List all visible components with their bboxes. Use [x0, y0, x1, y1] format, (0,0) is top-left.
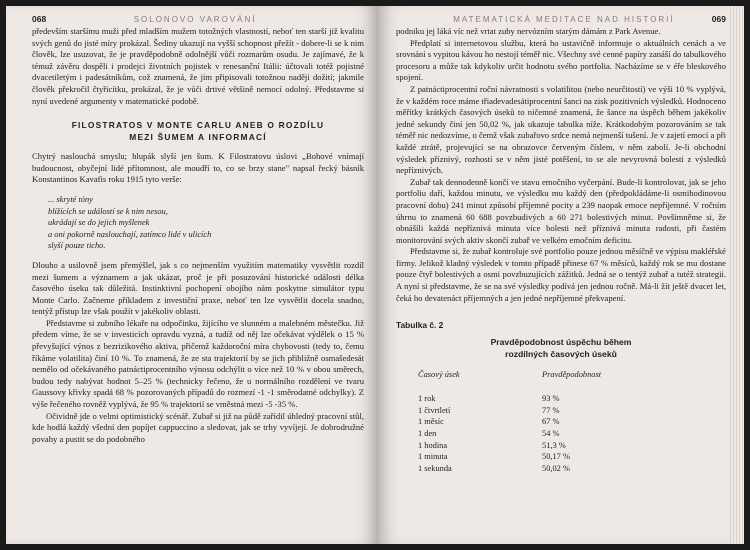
table-row [418, 405, 662, 417]
left-page [6, 6, 378, 544]
cell-probability: 67 % [542, 417, 560, 427]
cell-period: 1 rok [418, 394, 436, 404]
paragraph: Z patnáctiprocentní roční návratnosti s volatilitou (nebo neurčitostí) ve výši 10 % vyplývá, že v každém roce máme třiadevadesátiprocentní šanci na zisk pozitivních výsledků. Hodnoceno měřítky krátkých časových úseků to ničemné znamená, že šance na úspěch během jakékoliv jedné sekundy činí jen 50,02 %, jak ukazuje tabulka níže. Krátkodobým pozorováním se tak téměř nic nedozvíme, o čemž však zubařovo srdce nemá nejmenší tušení. Je v zajetí emocí a při každé ztrátě, projevující se na obrazovce červeným číslem, v něm zabolí. Je-li obchodní výsledek příznivý, rozhostí se v něm jisté potěšení, to se ale nevyrovná bolesti z výsledků nepříznivých. [396, 83, 726, 176]
table-row [418, 428, 662, 440]
cell-probability: 51,3 % [542, 440, 566, 450]
paragraph: Představme si zubního lékaře na odpočinku, žijícího ve slunném a malebném městečku. Již předem víme, že se v investicích opravdu vyzná, a tudíž od něj lze očekávat výdělek o 15 % převyšující výnos z bezrizikového aktiva, přičemž každoroční míra chybovosti (tedy to, čemu říkáme volatilita) činí 10 %. To znamená, že ze sta trajektorií by se jich přibližně osmašedesát nemělo od očekávaného patnáctiprocentního výnosu odchýlit o více než 10 % v obou směrech, budou tedy nabývat hodnot 5–25 % (technicky řečeno, že u normálního rozdělení ve tvaru Gaussovy křivky spadá 68 % pozorovaných případů do rozmezí -1 -1 směrodatné odchylky). Z výše řečeného rovněž vyplývá, že 95 % trajektorií se vměstná mezi -5 -35 %. [32, 317, 364, 410]
table-title-line1: Pravděpodobnost úspěchu během [490, 337, 632, 348]
cell-period: 1 čtvrtletí [418, 405, 451, 415]
section-heading [32, 119, 364, 143]
table-header-row [418, 370, 662, 393]
verse-quote [48, 194, 364, 252]
verse-line: slyší pouze ticho. [48, 241, 106, 251]
verse-line: ukrádají se do jejich myšlenek [48, 218, 150, 228]
cell-period: 1 měsíc [418, 417, 444, 427]
left-running-title: SOLONOVO VAROVÁNÍ [133, 14, 257, 24]
table-label: Tabulka č. 2 [396, 320, 444, 331]
paragraph: Představme si, že zubař kontroluje své portfolio pouze jednou měsíčně ve výpisu makléřské firmy. Jelikož kladný výsledek v tomto případě přinese 67 % měsíců, každý rok se mu dostane pouze čtyř bolestivých a osmi povzbuzujících zážitků. Jedná se o tentýž zubař a tutéž strategii. A nyní si představme, že se na své výsledky podívá jen jednou ročně. Má-li žít ještě dvacet let, čeká ho devatenáct příjemných a jen jedné nepříjemné překvapení. [396, 246, 726, 303]
paragraph: podniku jej láká víc než vrtat zuby nervózním starým dámám z Park Avenue. [396, 26, 661, 36]
cell-period: 1 minuta [418, 452, 448, 462]
section-heading-line1: FILOSTRATOS V MONTE CARLU ANEB O ROZDÍLU [71, 120, 325, 131]
col-header-period: Časový úsek [418, 370, 460, 380]
cell-period: 1 hodina [418, 440, 448, 450]
right-running-header [396, 12, 726, 26]
left-top-text [32, 26, 364, 107]
book-spread [6, 6, 744, 544]
page-edge-stack [730, 6, 744, 544]
left-bottom-text [32, 260, 364, 446]
intro-paragraph: Chytrý naslouchá smyslu; hlupák slyší jen šum. K Filostratovu úslovi „Bohové vnímají budoucnost, obyčejní lidé přítomnost, ale moudří to, co se brzy stane" napsal řecký básník Konstantinos Kavafis roku 1915 tyto verše: [32, 151, 364, 185]
cell-period: 1 den [418, 429, 437, 439]
table-row [418, 440, 662, 452]
col-header-probability: Pravděpodobnost [542, 370, 602, 380]
right-body-text [396, 26, 726, 304]
right-running-title: MATEMATICKÁ MEDITACE NAD HISTORIÍ [453, 14, 675, 24]
cell-probability: 93 % [542, 394, 560, 404]
paragraph: Zubař tak dennodenně končí ve stavu emočního vyčerpání. Bude-li kontrolovat, jak se jeho portfoliu daří, každou minutu, ve výsledku mu každý den (předpokládáme-li osmihodinovou pracovní dobu) 241 minut způsobí příjemné pocity a 239 naopak emoce nepříjemné. V ročním úhrnu to znamená 60 688 povzbudivých a 60 271 bolestivých minut. Povšimněme si, že obnášíli každá nepříznivá minuta více bolesti než příznivá minuta radosti, při častém monitorování svých aktiv skončí zubař ve velkém emočním deficitu. [396, 176, 726, 245]
paragraph: Předplatí si internetovou službu, která ho ustavičně informuje o aktuálních cenách a ve srovnání s vypitou kávou ho nestojí téměř nic. Všechny své cenné papíry zanáší do tabulkového procesoru a může tak kdykoliv určit hodnotu svého portfolia. Nacházíme se v éře bleskového spojení. [396, 37, 726, 83]
cell-probability: 50,02 % [542, 463, 570, 473]
paragraph: především staršímu muži před mladším mužem totožných vlastností, neboť ten starší již kvalitu svých genů do jisté míry prokázal. Šediny ukazují na vyšší schopnost přežít - dobere-li se k nim člověk, lze usuzovat, že je pravděpodobně odolnější vůči rozmarům osudu. Je zajímavé, že k témuž závěru dospěli i prodejci životních pojistek v renesanční Itálii: účtovali totéž pojistné dvacetiletým i padesátníkům, což znamená, že jim připisovali totožnou naději dožití; jakmile člověk překročil čtyřicítku, prokázal, že je vůči drtivé většině nemocí odolný. Představme si nyní uvedené argumenty v matematické podobě. [32, 26, 364, 106]
section-heading-line2: MEZI ŠUMEM A INFORMACÍ [129, 132, 267, 143]
cell-period: 1 sekunda [418, 463, 452, 473]
table-row [418, 451, 662, 463]
table-row [418, 393, 662, 405]
cell-probability: 54 % [542, 429, 560, 439]
cell-probability: 50,17 % [542, 452, 570, 462]
verse-line: blížících se událostí se k nim nesou, [48, 206, 168, 216]
table-row [418, 463, 662, 475]
left-page-number: 068 [32, 14, 47, 24]
verse-line: ... skryté tóny [48, 194, 93, 204]
table-row [418, 416, 662, 428]
right-page-number: 069 [711, 14, 726, 24]
verse-line: a oni pokorně naslouchají, zatímco lidé v ulicích [48, 229, 212, 239]
left-running-header [32, 12, 364, 26]
right-page [378, 6, 744, 544]
paragraph: Očividně jde o velmi optimistický scénář. Zubař si již na půdě zařídil úhledný pracovní stůl, kde hodlá každý všední den popíjet cappuccino a sledovat, jak se trhy vyvíjejí. Je dobrodružné povahy a pustit se do podobného [32, 410, 364, 444]
table-title [396, 336, 726, 360]
probability-table [418, 370, 662, 474]
paragraph: Dlouho a usilovně jsem přemýšlel, jak s co nejmenším využitím matematiky vysvětlit rozdíl mezi šumem a významem a jak ukázat, proč je při posuzování historické události délka časového úseku tak důležitá. Instinktivní pochopení obojího nám poskytne simulátor typu Monte Carlo. Začneme příkladem z investiční praxe, neboť ten lze vysvětlit docela snadno, tentýž přístup lze však použít v jakékoliv oblasti. [32, 259, 364, 317]
cell-probability: 77 % [542, 405, 560, 415]
table-body [418, 393, 662, 474]
table-title-line2: rozdílných časových úseků [505, 349, 617, 360]
